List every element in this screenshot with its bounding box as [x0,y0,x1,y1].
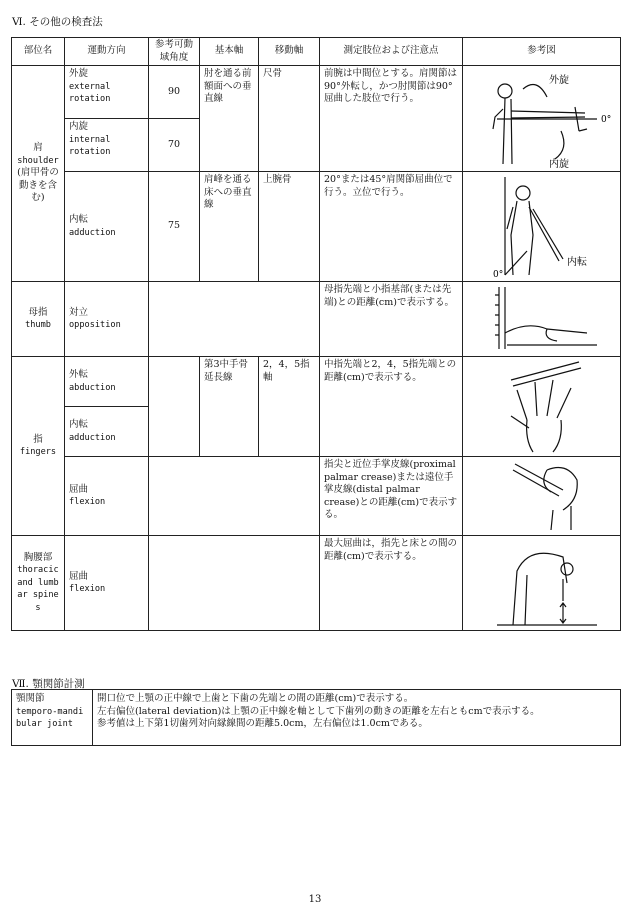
part-shoulder: 肩 shoulder (肩甲骨の動きを含む) [12,66,65,282]
moving-axis-cell: 上腕骨 [259,172,320,282]
header-moving-axis: 移動軸 [259,38,320,66]
figure-spine-flexion [463,536,621,631]
notes-cell: 母指先端と小指基部(または先端)との距離(cm)で表示する。 [320,282,463,357]
empty-cell [149,357,200,457]
notes-cell: 中指先端と2，4，5指先端との距離(cm)で表示する。 [320,357,463,457]
jaw-table [11,689,621,746]
page-number: 13 [308,894,322,905]
fig-label-zero: 0° [492,269,503,279]
part-jaw: 顎関節 temporo-mandibular joint [12,690,93,746]
section-7-title: Ⅶ. 顎関節計測 [12,678,85,690]
direction-cell: 外旋 external rotation [65,66,149,119]
figure-finger-abduction [463,357,621,457]
table-row [12,690,621,746]
moving-axis-cell: 2，4，5指軸 [259,357,320,457]
fig-label-int: 内旋 [548,158,569,169]
figure-thumb-opposition [463,282,621,357]
angle-cell: 70 [149,119,200,172]
notes-cell: 20°または45°肩関節屈曲位で行う。立位で行う。 [320,172,463,282]
table-row [12,357,621,407]
notes-cell: 指尖と近位手掌皮線(proximal palmar crease)または遠位手掌皮線(distal palmar crease)との距離(cm)で表示する。 [320,457,463,536]
direction-cell: 対立 opposition [65,282,149,357]
direction-cell: 屈曲 flexion [65,457,149,536]
figure-shoulder-adduction [463,172,621,282]
figure-finger-flexion [463,457,621,536]
header-notes: 測定肢位および注意点 [320,38,463,66]
header-direction: 運動方向 [65,38,149,66]
part-fingers: 指 fingers [12,357,65,536]
part-spine: 胸腰部 thoracic and lumbar spines [12,536,65,631]
direction-cell: 内転 adduction [65,407,149,457]
table-row [12,66,621,119]
direction-cell: 屈曲 flexion [65,536,149,631]
basic-axis-cell: 肘を通る前額面への垂直線 [200,66,259,172]
direction-cell: 内転 adduction [65,172,149,282]
basic-axis-cell: 第3中手骨延長線 [200,357,259,457]
table-row [12,282,621,357]
basic-axis-cell: 肩峰を通る床への垂直線 [200,172,259,282]
header-basic-axis: 基本軸 [200,38,259,66]
empty-cell [149,282,320,357]
fig-label-zero: 0° [600,114,611,125]
moving-axis-cell: 尺骨 [259,66,320,172]
jaw-notes: 開口位で上顎の正中線で上歯と下歯の先端との間の距離(cm)で表示する。 左右偏位(lateral deviation)は上顎の正中線を軸として下歯列の動きの距離を左右ともcmで表示する。 参考値は上下第1切歯列対向縁線間の距離5.0cm，左右偏位は1.0cmである。 [93,690,621,746]
notes-cell: 前腕は中間位とする。肩関節は90°外転し，かつ肘関節は90°屈曲した肢位で行う。 [320,66,463,172]
table-row [12,172,621,282]
empty-cell [149,457,320,536]
direction-cell: 外転 abduction [65,357,149,407]
header-row [12,38,621,66]
figure-shoulder-rotation [463,66,621,172]
header-part: 部位名 [12,38,65,66]
header-figure: 参考図 [463,38,621,66]
other-tests-table [11,37,621,631]
empty-cell [149,536,320,631]
fig-label-ext: 外旋 [548,74,569,86]
angle-cell: 90 [149,66,200,119]
section-6-title: Ⅵ. その他の検査法 [12,16,103,28]
angle-cell: 75 [149,172,200,282]
fig-label-add: 内転 [566,256,587,268]
header-angle: 参考可動域角度 [149,38,200,66]
table-row [12,457,621,536]
part-thumb: 母指 thumb [12,282,65,357]
notes-cell: 最大屈曲は，指先と床との間の距離(cm)で表示する。 [320,536,463,631]
direction-cell: 内旋 internal rotation [65,119,149,172]
table-row [12,536,621,631]
